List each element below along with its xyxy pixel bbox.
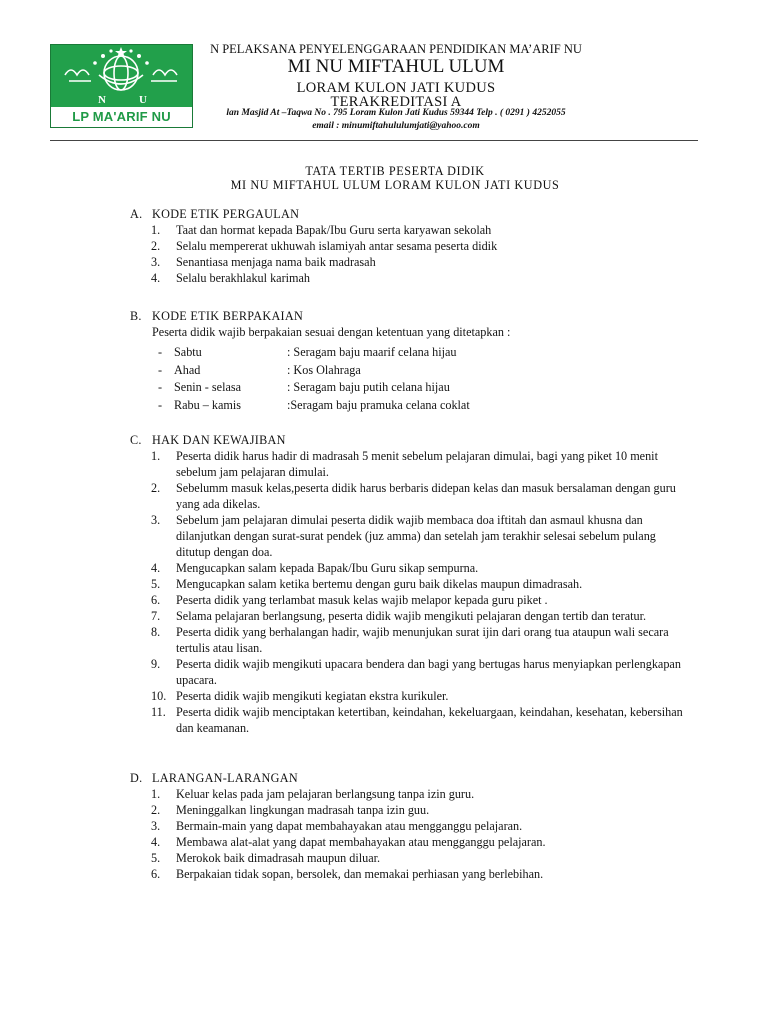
item-number: 3.	[151, 255, 161, 269]
item-text: Sebelumm masuk kelas,peserta didik harus berbaris didepan kelas dan masuk bersalaman dengan guru yang ada dikelas.	[176, 481, 676, 511]
section-title: LARANGAN-LARANGAN	[152, 771, 298, 785]
list-item	[130, 222, 690, 238]
section-heading	[130, 308, 690, 324]
logo-caption: LP MA'ARIF NU	[51, 107, 192, 127]
item-text: Peserta didik harus hadir di madrasah 5 menit sebelum pelajaran dimulai, bagi yang piket 10 menit sebelum jam pelajaran dimulai.	[176, 449, 658, 479]
item-number: 5.	[151, 577, 161, 591]
item-number: 1.	[151, 787, 161, 801]
letterhead-accreditation: TERAKREDITASI A	[330, 94, 462, 110]
item-text: Peserta didik yang berhalangan hadir, wajib menunjukan surat ijin dari orang tua ataupun wali secara tertulis atau lisan.	[176, 625, 669, 655]
item-number: 3.	[151, 513, 161, 527]
item-number: 2.	[151, 239, 161, 253]
letterhead-location: LORAM KULON JATI KUDUS	[296, 80, 496, 96]
item-text: Selalu mempererat ukhuwah islamiyah antar sesama peserta didik	[176, 239, 498, 253]
item-text: Keluar kelas pada jam pelajaran berlangsung tanpa izin guru.	[176, 787, 475, 801]
list-item	[130, 560, 690, 576]
section-title: HAK DAN KEWAJIBAN	[152, 433, 286, 447]
section-heading	[130, 770, 690, 786]
uniform-row	[130, 379, 690, 397]
item-text: Berpakaian tidak sopan, bersolek, dan memakai perhiasan yang berlebihan.	[176, 867, 544, 881]
uniform-day: Rabu – kamis	[174, 397, 242, 412]
list-item	[130, 688, 690, 704]
item-text: Merokok baik dimadrasah maupun diluar.	[176, 851, 381, 865]
uniform-day: Ahad	[174, 362, 201, 377]
section-letter: A.	[130, 207, 143, 221]
logo-letter-n: N	[98, 94, 106, 106]
section-intro: Peserta didik wajib berpakaian sesuai dengan ketentuan yang ditetapkan :	[152, 325, 511, 339]
item-text: Selama pelajaran berlangsung, peserta didik wajib mengikuti pelajaran dengan tertib dan teratur.	[176, 609, 647, 623]
section-heading	[130, 206, 690, 222]
letterhead-school-name: MI NU MIFTAHUL ULUM	[287, 56, 505, 77]
list-item	[130, 866, 690, 882]
list-item	[130, 480, 690, 512]
item-number: 1.	[151, 449, 161, 463]
list-item	[130, 624, 690, 656]
section-letter: B.	[130, 309, 142, 323]
list-item	[130, 238, 690, 254]
item-text: Selalu berakhlakul karimah	[176, 271, 311, 285]
document-title: TATA TERTIB PESERTA DIDIK	[305, 164, 485, 178]
dash-marker: -	[158, 380, 163, 394]
section-c	[130, 432, 690, 736]
section-letter: C.	[130, 433, 142, 447]
item-text: Membawa alat-alat yang dapat membahayakan atau mengganggu pelajaran.	[176, 835, 546, 849]
list-item	[130, 834, 690, 850]
item-text: Peserta didik yang terlambat masuk kelas wajib melapor kepada guru piket .	[176, 593, 548, 607]
letterhead-divider	[50, 140, 698, 141]
item-text: Mengucapkan salam kepada Bapak/Ibu Guru sikap sempurna.	[176, 561, 479, 575]
list-item	[130, 656, 690, 688]
item-number: 6.	[151, 593, 161, 607]
uniform-day: Senin - selasa	[174, 380, 242, 394]
uniform-description: :Seragam baju pramuka celana coklat	[287, 397, 470, 412]
item-text: Bermain-main yang dapat membahayakan atau mengganggu pelajaran.	[176, 819, 523, 833]
letterhead-address: lan Masjid At –Taqwa No . 795 Loram Kulon Jati Kudus 59344 Telp . ( 0291 ) 4252055	[226, 108, 566, 118]
section-title: KODE ETIK BERPAKAIAN	[152, 309, 304, 323]
list-item	[130, 254, 690, 270]
item-number: 3.	[151, 819, 161, 833]
dash-marker: -	[158, 362, 163, 377]
section-b	[130, 308, 690, 414]
uniform-description: : Kos Olahraga	[287, 362, 361, 377]
list-item	[130, 608, 690, 624]
list-item	[130, 802, 690, 818]
item-text: Senantiasa menjaga nama baik madrasah	[176, 255, 376, 269]
list-item	[130, 786, 690, 802]
item-number: 6.	[151, 867, 161, 881]
list-item	[130, 850, 690, 866]
uniform-row	[130, 362, 690, 380]
uniform-row	[130, 397, 690, 415]
item-number: 2.	[151, 803, 161, 817]
list-item	[130, 270, 690, 286]
item-text: Taat dan hormat kepada Bapak/Ibu Guru serta karyawan sekolah	[176, 223, 492, 237]
document-subtitle: MI NU MIFTAHUL ULUM LORAM KULON JATI KUDUS	[230, 178, 560, 192]
letterhead-institution: N PELAKSANA PENYELENGGARAAN PENDIDIKAN MA’ARIF NU	[210, 42, 582, 56]
item-text: Peserta didik wajib menciptakan ketertiban, keindahan, kekeluargaan, keindahan, kesehatan, kebersihan dan keamanan.	[176, 705, 683, 735]
item-number: 11.	[151, 705, 166, 719]
item-number: 4.	[151, 561, 161, 575]
list-item	[130, 576, 690, 592]
section-a	[130, 206, 690, 286]
item-number: 8.	[151, 625, 161, 639]
list-item	[130, 818, 690, 834]
item-number: 2.	[151, 481, 161, 495]
list-item	[130, 592, 690, 608]
item-text: Peserta didik wajib mengikuti upacara bendera dan bagi yang bertugas harus menyiapkan perlengkapan upacara.	[176, 657, 681, 687]
section-heading	[130, 432, 690, 448]
item-text: Peserta didik wajib mengikuti kegiatan ekstra kurikuler.	[176, 689, 449, 703]
section-d	[130, 770, 690, 882]
item-text: Meninggalkan lingkungan madrasah tanpa izin guu.	[176, 803, 430, 817]
list-item	[130, 512, 690, 560]
uniform-description: : Seragam baju maarif celana hijau	[287, 345, 457, 359]
uniform-row	[130, 344, 690, 362]
list-item	[130, 448, 690, 480]
section-title: KODE ETIK PERGAULAN	[152, 207, 300, 221]
uniform-description: : Seragam baju putih celana hijau	[287, 380, 450, 394]
item-number: 9.	[151, 657, 161, 671]
item-number: 10.	[151, 689, 167, 703]
letterhead-email: email : minumiftahululumjati@yahoo.com	[312, 121, 480, 131]
dash-marker: -	[158, 345, 163, 359]
item-number: 1.	[151, 223, 161, 237]
list-item	[130, 704, 690, 736]
section-letter: D.	[130, 771, 143, 785]
logo-letter-u: U	[139, 94, 147, 106]
item-number: 7.	[151, 609, 161, 623]
dash-marker: -	[158, 397, 163, 412]
uniform-day: Sabtu	[174, 345, 202, 359]
item-text: Mengucapkan salam ketika bertemu dengan guru baik dikelas maupun dimadrasah.	[176, 577, 583, 591]
item-number: 4.	[151, 835, 161, 849]
item-text: Sebelum jam pelajaran dimulai peserta didik wajib membaca doa iftitah dan asmaul khusna dan dilanjutkan dengan surat-surat pendek (juz amma) dan setelah jam terakhir selesai sebelum pulang ditutup dengan doa.	[176, 513, 656, 559]
item-number: 5.	[151, 851, 161, 865]
item-number: 4.	[151, 271, 161, 285]
